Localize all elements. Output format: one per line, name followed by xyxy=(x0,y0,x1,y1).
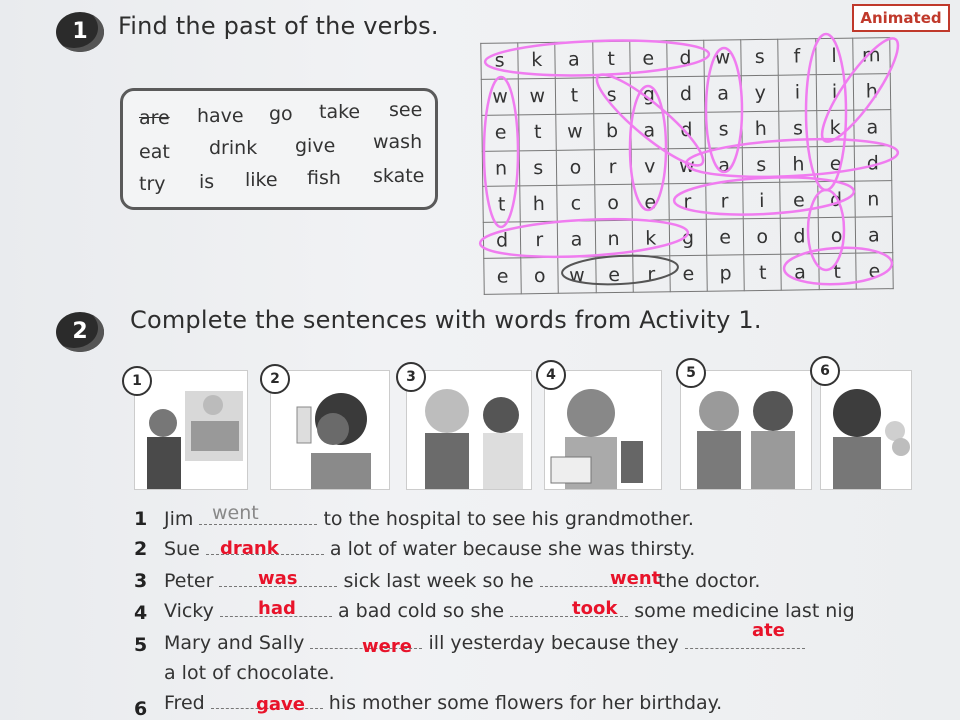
sentence-text: Jim xyxy=(164,508,194,530)
grid-cell: i xyxy=(779,75,817,111)
grid-row xyxy=(481,38,890,80)
grid-cell: k xyxy=(518,42,556,78)
picture-number: 6 xyxy=(810,356,840,386)
grid-cell: e xyxy=(670,255,708,291)
grid-cell: a xyxy=(630,112,668,148)
grid-cell: s xyxy=(742,147,780,183)
grid-cell: g xyxy=(669,219,707,255)
grid-cell: e xyxy=(484,258,522,294)
grid-row xyxy=(482,145,891,187)
verb-word: try xyxy=(139,173,166,195)
doctor-boy-illustration xyxy=(407,371,531,489)
picture-number: 2 xyxy=(260,364,290,394)
activity-1-title: Find the past of the verbs. xyxy=(118,12,439,40)
verb-word: is xyxy=(199,171,215,193)
sentence-text: Sue xyxy=(164,538,200,560)
picture-5 xyxy=(680,370,812,490)
grid-cell: a xyxy=(558,221,596,257)
grid-cell: e xyxy=(595,256,633,292)
grid-cell: o xyxy=(594,185,632,221)
grid-cell: w xyxy=(481,79,519,115)
drinking-girl-illustration xyxy=(271,371,389,489)
animated-badge: Animated xyxy=(852,4,950,32)
word-search-grid xyxy=(480,37,893,295)
verb-word: skate xyxy=(373,165,425,187)
answer-were: were xyxy=(362,636,412,657)
picture-number: 5 xyxy=(676,358,706,388)
grid-cell: e xyxy=(482,115,520,151)
grid-cell: n xyxy=(482,150,520,186)
grid-cell: e xyxy=(817,146,855,182)
grid-cell: e xyxy=(855,253,893,289)
grid-cell: d xyxy=(667,76,705,112)
sentence-text: Peter xyxy=(164,570,214,592)
grid-cell: e xyxy=(780,182,818,218)
picture-1 xyxy=(134,370,248,490)
sentence-number: 5 xyxy=(134,634,148,656)
activity-1-number: 1 xyxy=(56,12,104,52)
grid-cell: d xyxy=(854,145,892,181)
sentence-5-continued xyxy=(164,662,335,684)
grid-cell: n xyxy=(854,181,892,217)
sentence-text: the doctor. xyxy=(657,570,761,592)
hospital-illustration xyxy=(135,371,247,489)
grid-cell: o xyxy=(818,217,856,253)
grid-cell: e xyxy=(631,184,669,220)
grid-cell: r xyxy=(594,149,632,185)
answer-drank: drank xyxy=(220,538,279,559)
grid-cell: a xyxy=(781,254,819,290)
sentence-text: his mother some flowers for her birthday. xyxy=(328,692,723,714)
grid-cell: t xyxy=(818,253,856,289)
flowers-boy-illustration xyxy=(821,371,911,489)
sentence-text: a lot of chocolate. xyxy=(164,662,335,684)
grid-cell: d xyxy=(781,218,819,254)
grid-cell: t xyxy=(519,114,557,150)
grid-cell: t xyxy=(744,254,782,290)
grid-cell: w xyxy=(558,257,596,293)
grid-cell: h xyxy=(853,73,891,109)
grid-cell: s xyxy=(779,110,817,146)
verb-word: like xyxy=(245,169,278,191)
grid-cell: e xyxy=(629,41,667,77)
grid-cell: e xyxy=(706,219,744,255)
verb-word: are xyxy=(139,107,170,129)
picture-3 xyxy=(406,370,532,490)
grid-cell: f xyxy=(778,39,816,75)
picture-2 xyxy=(270,370,390,490)
picture-4 xyxy=(544,370,662,490)
verb-word: wash xyxy=(373,131,423,153)
picture-number: 4 xyxy=(536,360,566,390)
grid-cell: v xyxy=(631,148,669,184)
grid-cell: w xyxy=(668,148,706,184)
verb-word: see xyxy=(389,99,423,121)
sentence-text: sick last week so he xyxy=(343,570,534,592)
sick-girls-illustration xyxy=(681,371,811,489)
verb-word: have xyxy=(197,105,244,127)
answer-went: went xyxy=(610,568,661,589)
grid-cell: i xyxy=(816,74,854,110)
grid-cell: w xyxy=(556,113,594,149)
grid-cell: p xyxy=(707,255,745,291)
verb-word: give xyxy=(295,135,336,157)
grid-cell: g xyxy=(630,77,668,113)
sentence-text: Vicky xyxy=(164,600,214,622)
grid-row xyxy=(483,217,892,259)
grid-cell: m xyxy=(852,38,890,74)
picture-6 xyxy=(820,370,912,490)
grid-cell: b xyxy=(593,113,631,149)
grid-cell: a xyxy=(705,147,743,183)
picture-number: 1 xyxy=(122,366,152,396)
grid-row xyxy=(484,253,893,295)
verb-box xyxy=(120,88,438,210)
grid-cell: o xyxy=(557,149,595,185)
grid-cell: h xyxy=(780,146,818,182)
grid-cell: c xyxy=(557,185,595,221)
grid-cell: o xyxy=(521,257,559,293)
sentence-number: 3 xyxy=(134,570,148,592)
sentence-3 xyxy=(164,568,760,592)
sentence-number: 2 xyxy=(134,538,148,560)
answer-had: had xyxy=(258,598,296,619)
picture-number: 3 xyxy=(396,362,426,392)
sentence-text: some medicine last nig xyxy=(634,600,855,622)
grid-cell: k xyxy=(632,220,670,256)
grid-cell: a xyxy=(704,76,742,112)
answer-took: took xyxy=(572,598,618,619)
grid-cell: d xyxy=(668,112,706,148)
sentence-text: a lot of water because she was thirsty. xyxy=(329,538,696,560)
grid-cell: d xyxy=(817,182,855,218)
answer-went-example: went xyxy=(212,502,259,524)
sentence-6 xyxy=(164,690,722,714)
grid-cell: t xyxy=(483,186,521,222)
grid-cell: s xyxy=(519,150,557,186)
grid-cell: i xyxy=(743,183,781,219)
answer-gave: gave xyxy=(256,694,305,715)
grid-row xyxy=(483,181,892,223)
verb-word: go xyxy=(269,103,293,125)
medicine-girl-illustration xyxy=(545,371,661,489)
sentence-text: ill yesterday because they xyxy=(428,632,679,654)
answer-blank[interactable] xyxy=(685,630,805,649)
verb-word: eat xyxy=(139,141,170,163)
grid-cell: s xyxy=(705,111,743,147)
grid-cell: r xyxy=(520,222,558,258)
grid-cell: h xyxy=(742,111,780,147)
grid-cell: h xyxy=(520,186,558,222)
sentence-text: Fred xyxy=(164,692,205,714)
grid-cell: y xyxy=(741,75,779,111)
sentence-text: to the hospital to see his grandmother. xyxy=(323,508,694,530)
grid-cell: a xyxy=(853,109,891,145)
grid-cell: k xyxy=(816,110,854,146)
verb-word: drink xyxy=(209,137,258,159)
grid-cell: s xyxy=(593,77,631,113)
answer-was: was xyxy=(258,568,298,589)
grid-cell: a xyxy=(855,217,893,253)
grid-cell: r xyxy=(706,183,744,219)
sentence-text: Mary and Sally xyxy=(164,632,305,654)
picture-strip xyxy=(120,360,910,490)
grid-row xyxy=(481,73,890,115)
activity-2-title: Complete the sentences with words from Activity 1. xyxy=(130,306,762,334)
grid-cell: s xyxy=(481,43,519,79)
grid-cell: t xyxy=(592,41,630,77)
grid-cell: s xyxy=(741,39,779,75)
verb-word: fish xyxy=(307,167,341,189)
sentence-text: a bad cold so she xyxy=(337,600,505,622)
grid-cell: d xyxy=(483,222,521,258)
grid-cell: w xyxy=(704,40,742,76)
grid-cell: w xyxy=(518,78,556,114)
activity-2-number: 2 xyxy=(56,312,104,352)
grid-cell: t xyxy=(556,78,594,114)
verb-word: take xyxy=(319,101,361,123)
grid-cell: l xyxy=(815,38,853,74)
grid-row xyxy=(482,109,891,151)
grid-cell: r xyxy=(632,256,670,292)
grid-cell: n xyxy=(595,220,633,256)
grid-cell: o xyxy=(743,218,781,254)
sentence-number: 1 xyxy=(134,508,148,530)
grid-cell: a xyxy=(555,42,593,78)
sentence-5 xyxy=(164,630,805,654)
grid-cell: d xyxy=(667,40,705,76)
answer-ate: ate xyxy=(752,620,785,641)
sentence-number: 4 xyxy=(134,602,148,624)
grid-cell: r xyxy=(669,184,707,220)
sentence-number: 6 xyxy=(134,698,148,720)
